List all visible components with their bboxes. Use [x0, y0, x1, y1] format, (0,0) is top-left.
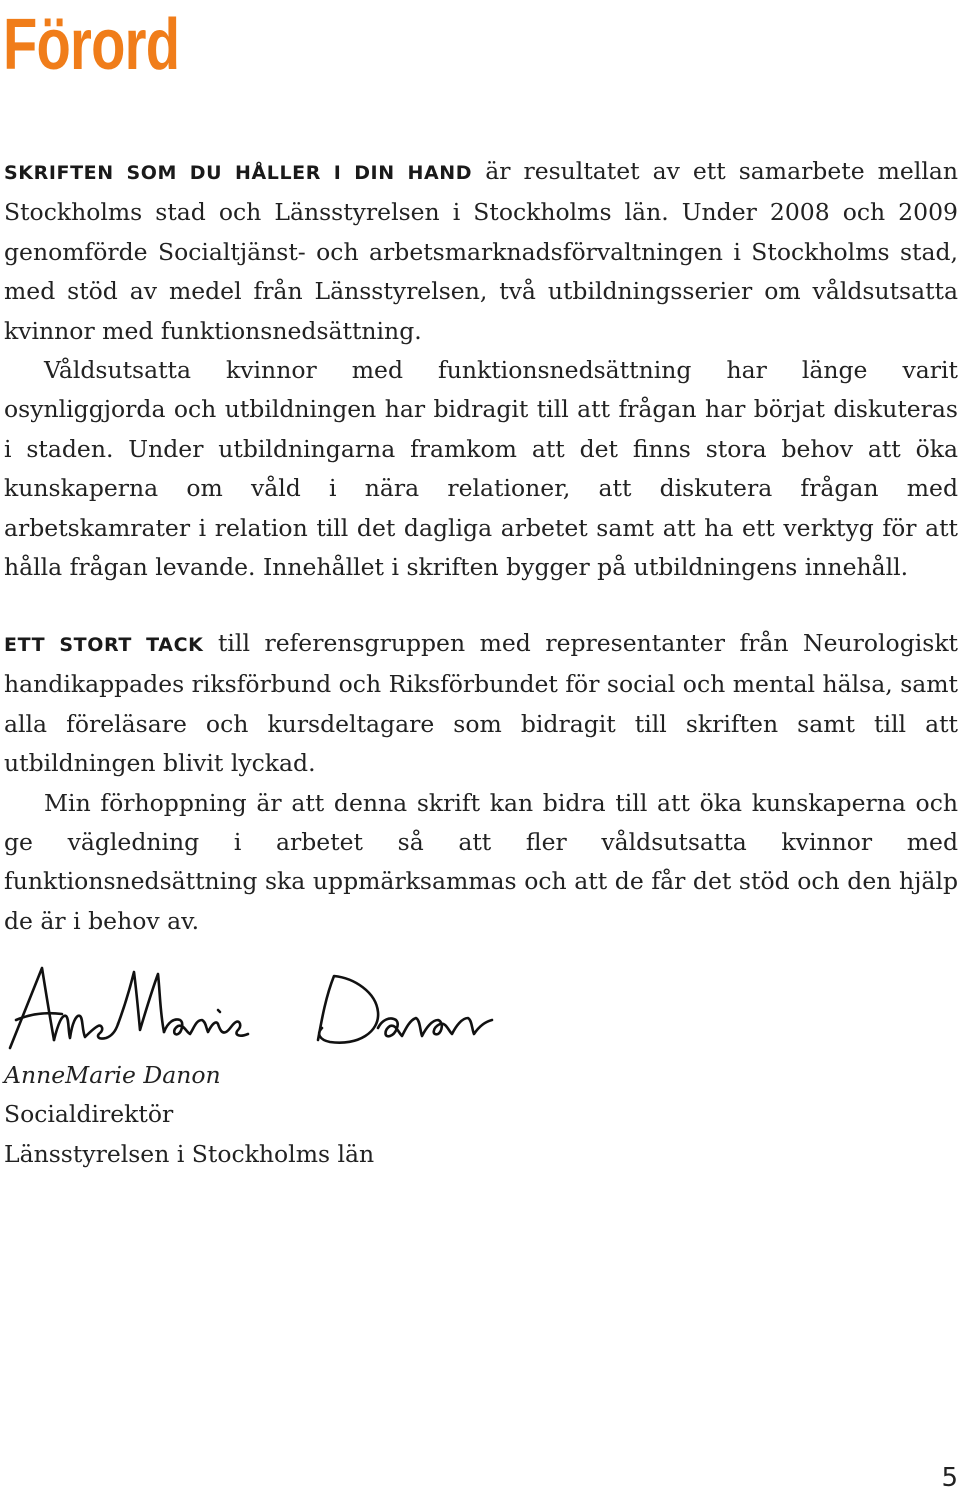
thanks-paragraph-2: Min förhoppning är att denna skrift kan bidra till att öka kunskaperna och ge vägledning i arbetet så att fler våldsutsatta kvinnor med funktionsnedsättning ska uppmärksammas och att de får det stöd och den hjälp de är i behov av.	[4, 788, 958, 935]
thanks-paragraph-1-text: till referensgruppen med representanter från Neurologiskt handikappades riksförbund och Riksförbundet för social och mental hälsa, samt alla föreläsare och kursdeltagare som bidragit till skriften samt till att utbildningen blivit lyckad.	[4, 629, 958, 778]
handwritten-signature	[2, 958, 502, 1058]
thanks-paragraph-1	[4, 624, 958, 784]
signer-block	[4, 1056, 374, 1174]
signer-organization: Länsstyrelsen i Stockholms län	[4, 1139, 375, 1168]
page-number: 5	[941, 1463, 958, 1493]
signer-name: AnneMarie Danon	[4, 1061, 221, 1089]
signer-role: Socialdirektör	[4, 1100, 174, 1129]
intro-lead-in: SKRIFTEN SOM DU HÅLLER I DIN HAND	[4, 162, 473, 184]
thanks-section	[4, 624, 958, 941]
page-title: Förord	[3, 5, 180, 85]
intro-paragraph-1-text: är resultatet av ett samarbete mellan Stockholms stad och Länsstyrelsen i Stockholms län. Under 2008 och 2009 genomförde Socialtjänst- och arbetsmarknadsförvaltningen i Stockholms stad, med stöd av medel från Länsstyrelsen, två utbildningsserier om våldsutsatta kvinnor med funktionsnedsättning.	[4, 157, 958, 345]
intro-section	[4, 152, 958, 587]
thanks-lead-in: ETT STORT TACK	[4, 634, 204, 656]
intro-paragraph-1	[4, 152, 958, 351]
intro-paragraph-2: Våldsutsatta kvinnor med funktionsnedsättning har länge varit osynliggjorda och utbildningen har bidragit till att frågan har börjat diskuteras i staden. Under utbildningarna framkom att det finns stora behov att öka kunskaperna om våld i nära relationer, att diskutera frågan med arbetskamrater i relation till det dagliga arbetet samt att ha ett verktyg för att hålla frågan levande. Innehållet i skriften bygger på utbildningens innehåll.	[4, 356, 958, 582]
